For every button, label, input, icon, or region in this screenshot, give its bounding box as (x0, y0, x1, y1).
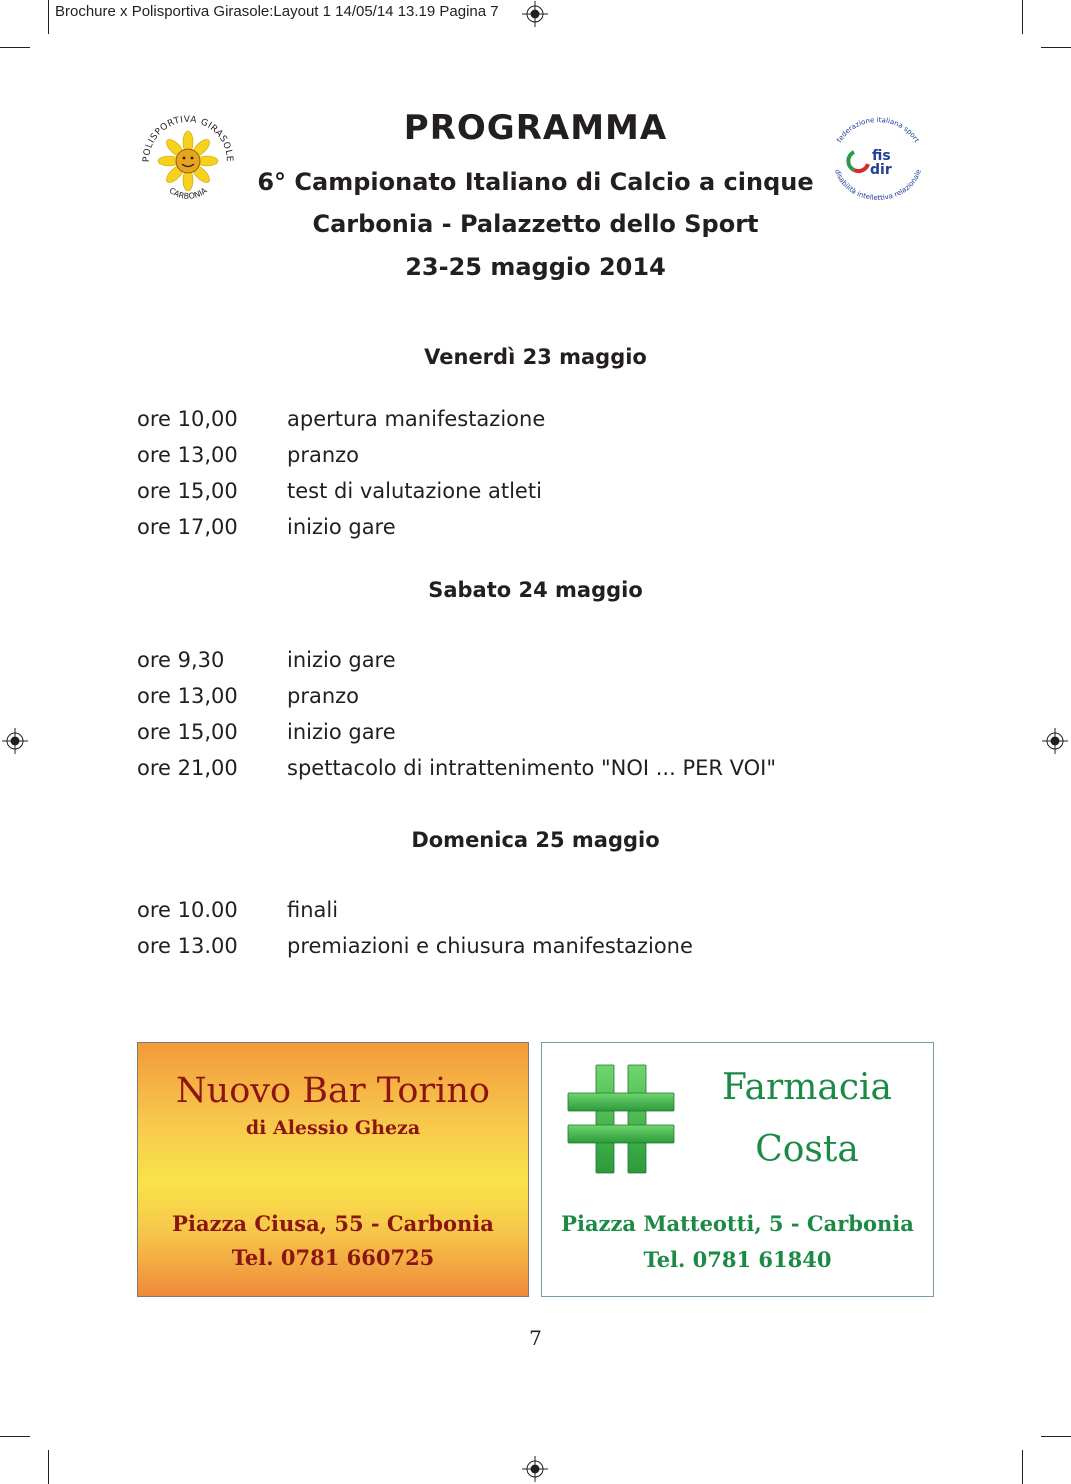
schedule-desc: finali (287, 898, 339, 922)
schedule-time: ore 13,00 (137, 443, 238, 467)
print-slug: Brochure x Polisportiva Girasole:Layout 1 14/05/14 13.19 Pagina 7 (55, 3, 499, 20)
schedule-desc: pranzo (287, 684, 360, 708)
day-heading: Venerdì 23 maggio (424, 345, 647, 369)
ad-bar-owner: di Alessio Gheza (245, 1117, 421, 1139)
schedule-time: ore 9,30 (137, 648, 225, 672)
crop-mark (1022, 1450, 1023, 1484)
ad-bar-name: Nuovo Bar Torino (176, 1071, 490, 1111)
pharmacy-cross-icon (566, 1063, 676, 1175)
ad-farmacia-costa (541, 1042, 934, 1297)
schedule-desc: pranzo (287, 443, 360, 467)
schedule-time: ore 15,00 (137, 720, 238, 744)
schedule-desc: premiazioni e chiusura manifestazione (287, 934, 693, 958)
schedule-desc: inizio gare (287, 720, 396, 744)
crop-mark (48, 1450, 49, 1484)
schedule-desc: spettacolo di intrattenimento "NOI ... PER VOI" (287, 756, 777, 780)
schedule-time: ore 15,00 (137, 479, 238, 503)
crop-mark (1041, 1436, 1071, 1437)
schedule-desc: test di valutazione atleti (287, 479, 542, 503)
logo-text-bottom: CARBONIA (167, 185, 209, 201)
registration-mark-icon (1042, 728, 1068, 754)
ad-bar-phone: Tel. 0781 660725 (231, 1245, 435, 1270)
schedule-time: ore 17,00 (137, 515, 238, 539)
schedule-time: ore 13,00 (137, 684, 238, 708)
crop-mark (48, 0, 49, 34)
fisdir-text-top: federazione italiana sport (835, 115, 921, 144)
ad-pharmacy-phone: Tel. 0781 61840 (643, 1247, 832, 1272)
event-title: 6° Campionato Italiano di Calcio a cinque (257, 168, 814, 196)
schedule-desc: inizio gare (287, 515, 396, 539)
event-dates: 23-25 maggio 2014 (405, 253, 666, 281)
schedule-desc: inizio gare (287, 648, 396, 672)
page-title: PROGRAMMA (403, 108, 668, 148)
logo-text-top: POLISPORTIVA GIRASOLE (141, 114, 235, 163)
fisdir-wordmark-2: dir (870, 162, 892, 178)
crop-mark (0, 1436, 30, 1437)
ad-bar-address: Piazza Ciusa, 55 - Carbonia (172, 1211, 494, 1236)
schedule-time: ore 21,00 (137, 756, 238, 780)
page-number: 7 (529, 1326, 542, 1350)
crop-mark (0, 47, 30, 48)
ad-pharmacy-name-line2: Costa (755, 1129, 859, 1170)
fisdir-wordmark-1: fis (872, 148, 891, 164)
registration-mark-icon (2, 728, 28, 754)
registration-mark-icon (522, 1456, 548, 1482)
day-heading: Domenica 25 maggio (411, 828, 660, 852)
schedule-time: ore 10,00 (137, 407, 238, 431)
crop-mark (1022, 0, 1023, 34)
schedule-desc: apertura manifestazione (287, 407, 546, 431)
ad-nuovo-bar-torino (137, 1042, 529, 1297)
schedule-time: ore 13.00 (137, 934, 238, 958)
ad-pharmacy-address: Piazza Matteotti, 5 - Carbonia (561, 1211, 914, 1236)
fisdir-text-bottom: disabilità intellettiva relazionale (833, 168, 923, 200)
registration-mark-icon (522, 1, 548, 27)
event-venue: Carbonia - Palazzetto dello Sport (312, 210, 759, 238)
ad-pharmacy-name-line1: Farmacia (722, 1067, 892, 1108)
schedule-time: ore 10.00 (137, 898, 238, 922)
day-heading: Sabato 24 maggio (428, 578, 643, 602)
crop-mark (1041, 47, 1071, 48)
